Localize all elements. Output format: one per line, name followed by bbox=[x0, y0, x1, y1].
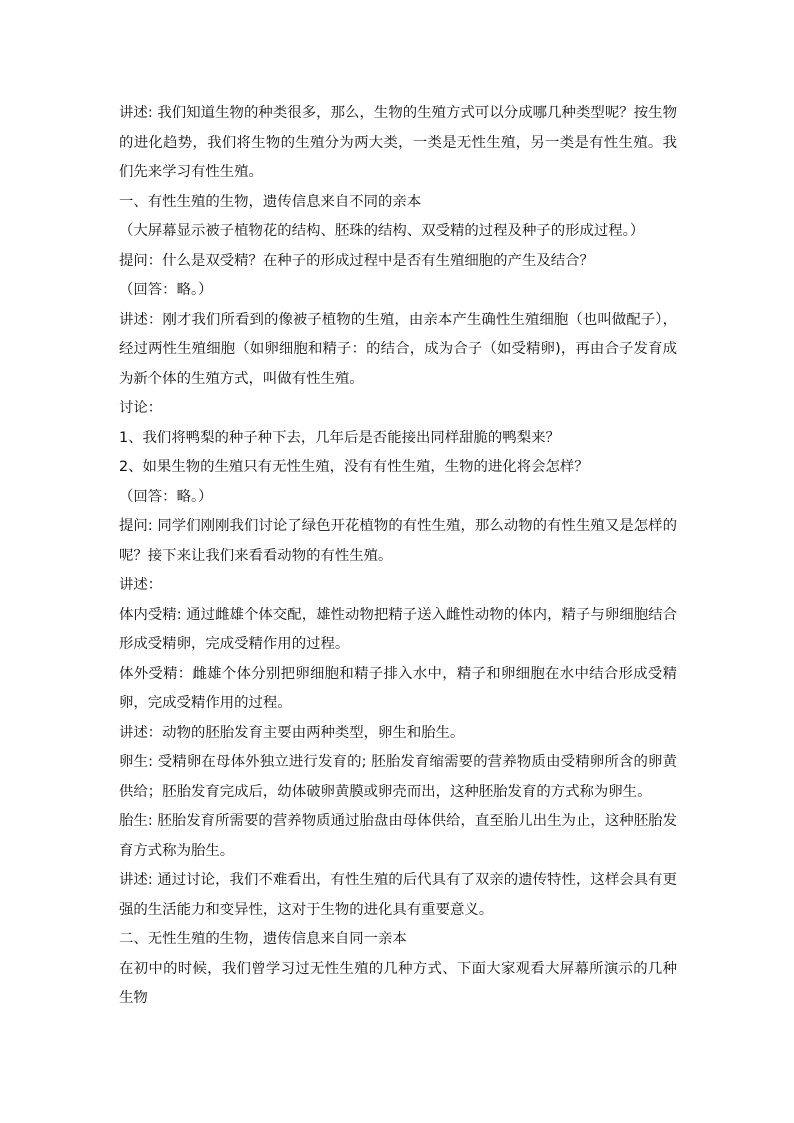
paragraph-discussion-item-2: 2、如果生物的生殖只有无性生殖，没有有性生殖，生物的进化将会怎样？ bbox=[119, 459, 589, 475]
paragraph-external-fertilization: 体外受精：雌雄个体分别把卵细胞和精子排入水中，精子和卵细胞在水中结合形成受精卵，完成受精作用的过程。 bbox=[119, 665, 677, 711]
paragraph-question-double-fertilization: 提问：什么是双受精？在种子的形成过程中是否有生殖细胞的产生及结合？ bbox=[119, 252, 594, 269]
paragraph-discussion-item-1: 1、我们将鸭梨的种子种下去，几年后是否能接出同样甜脆的鸭梨来？ bbox=[119, 429, 560, 446]
paragraph-oviparity: 卵生: 受精卵在母体外独立进行发育的; 胚胎发育缩需要的营养物质由受精卵所含的卵黄供给；胚胎发育完成后，幼体破卵黄膜或卵壳而出，这种胚胎发育的方式称为卵生。 bbox=[119, 754, 677, 800]
paragraph-internal-fertilization: 体内受精: 通过雌雄个体交配，雄性动物把精子送入雌性动物的体内，精子与卵细胞结合形成受精卵，完成受精作用的过程。 bbox=[119, 606, 677, 652]
paragraph-question-animal: 提问: 同学们刚刚我们讨论了绿色开花植物的有性生殖，那么动物的有性生殖又是怎样的呢？接下来让我们来看看动物的有性生殖。 bbox=[119, 518, 677, 564]
section-heading-sexual-reproduction: 一、有性生殖的生物，遗传信息来自不同的亲本 bbox=[119, 193, 422, 210]
paragraph-lecture-conclusion: 讲述: 通过讨论，我们不难看出，有性生殖的后代具有了双亲的遗传特性，这样会具有更强的生活能力和变异性，这对于生物的进化具有重要意义。 bbox=[119, 872, 677, 918]
paragraph-viviparity: 胎生: 胚胎发育所需要的营养物质通过胎盘由母体供给，直至胎儿出生为止，这种胚胎发育方式称为胎生。 bbox=[119, 813, 677, 859]
paragraph-discussion-label: 讨论： bbox=[119, 400, 163, 416]
document-body bbox=[119, 99, 677, 1014]
paragraph-screen-display: （大屏幕显示被子植物花的结构、胚珠的结构、双受精的过程及种子的形成过程。） bbox=[119, 223, 645, 239]
section-heading-asexual-reproduction: 二、无性生殖的生物，遗传信息来自同一亲本 bbox=[119, 931, 407, 947]
paragraph-lecture-label: 讲述： bbox=[119, 577, 163, 593]
paragraph-lecture-embryo-types: 讲述：动物的胚胎发育主要由两种类型，卵生和胎生。 bbox=[119, 724, 465, 741]
paragraph-answer-omitted: （回答：略。） bbox=[119, 282, 213, 298]
paragraph-lecture-intro: 讲述: 我们知道生物的种类很多，那么，生物的生殖方式可以分成哪几种类型呢？按生物的进化趋势，我们将生物的生殖分为两大类，一类是无性生殖，另一类是有性生殖。我们先来学习有性生殖。 bbox=[119, 105, 677, 180]
paragraph-answer-omitted-2: （回答：略。） bbox=[119, 488, 213, 505]
paragraph-lecture-sexual-definition: 讲述：刚才我们所看到的像被子植物的生殖，由亲本产生确性生殖细胞（也叫做配子），经过两性生殖细胞（如卵细胞和精子：的结合，成为合子（如受精卵)，再由合子发育成为新个体的生殖方式，叫做有性生殖。 bbox=[119, 311, 677, 387]
paragraph-asexual-intro: 在初中的时候，我们曾学习过无性生殖的几种方式、下面大家观看大屏幕所演示的几种生物 bbox=[119, 960, 677, 1006]
